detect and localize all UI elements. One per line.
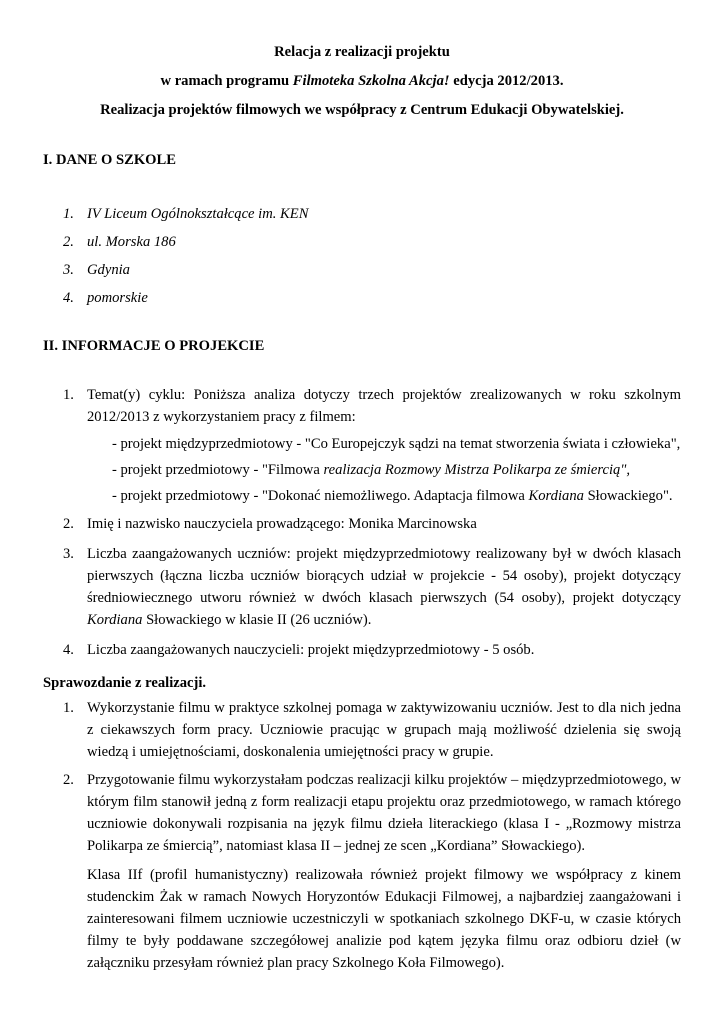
report-list	[63, 697, 681, 974]
document-header	[0, 38, 724, 125]
section-school-title: I. DANE O SZKOLE	[43, 152, 176, 168]
school-region: pomorskie	[87, 290, 148, 306]
header-program-line	[0, 67, 724, 96]
list-item: 1. IV Liceum Ogólnokształcące im. KEN	[63, 200, 308, 228]
section-project-title: II. INFORMACJE O PROJEKCIE	[43, 338, 265, 354]
report-title: Sprawozdanie z realizacji.	[43, 675, 207, 691]
list-item: 3. Gdynia	[63, 256, 308, 284]
header-title: Relacja z realizacji projektu	[274, 44, 450, 60]
list-item: 1. Temat(y) cyklu: Poniższa analiza dotyczy trzech projektów zrealizowanych w roku szkolnym 2012/2013 z wykorzystaniem pracy z filmem: - projekt międzyprzedmiotowy - "Co Europejczyk sądzi na temat stworzenia świata i człowieka", - projekt przedmiotowy - "Filmowa realizacja Rozmowy Mistrza Polikarpa ze śmiercią", - projekt przedmiotowy - "Dokonać niemożliwego. Adaptacja filmowa Kordiana Słowackiego".	[63, 384, 681, 507]
report-paragraph: Przygotowanie filmu wykorzystałam podczas realizacji kilku projektów – międzyprzedmiotowego, w którym film stanowił jedną z form realizacji etapu projektu oraz przedmiotowego, w ramach którego uczniowie dokonywali rozpisania na język filmu dzieła literackiego (klasa I - „Rozmowy mistrza Polikarpa ze śmiercią”, natomiast klasa II – jednej ze scen „Kordiana” Słowackiego).	[87, 772, 681, 854]
list-item: 2. Imię i nazwisko nauczyciela prowadzącego: Monika Marcinowska	[63, 513, 681, 535]
header-program-suffix: edycja 2012/2013.	[449, 73, 564, 89]
list-item: 4. Liczba zaangażowanych nauczycieli: projekt międzyprzedmiotowy - 5 osób.	[63, 639, 681, 661]
list-item: 1. Wykorzystanie filmu w praktyce szkolnej pomaga w zaktywizowaniu uczniów. Jest to dla nich jedna z ciekawszych form pracy. Uczniowie pracując w grupach mają możliwość dzielenia się swoją wiedzą i umiejętnościami, doskonalenia umiejętności pracy w grupie.	[63, 697, 681, 763]
project-info-list	[63, 384, 681, 661]
report-paragraph: Wykorzystanie filmu w praktyce szkolnej pomaga w zaktywizowaniu uczniów. Jest to dla nich jedna z ciekawszych form pracy. Uczniowie pracując w grupach mają możliwość dzielenia się swoją wiedzą i umiejętnościami, doskonalenia umiejętności pracy w grupie.	[87, 700, 681, 760]
list-item: 4. pomorskie	[63, 284, 308, 312]
project-subitem: - projekt przedmiotowy - "Filmowa realizacja Rozmowy Mistrza Polikarpa ze śmiercią",	[112, 462, 631, 478]
header-subtitle: Realizacja projektów filmowych we współpracy z Centrum Edukacji Obywatelskiej.	[100, 102, 624, 118]
project-subitem: - projekt przedmiotowy - "Dokonać niemożliwego. Adaptacja filmowa Kordiana Słowackiego".	[112, 488, 673, 504]
header-program-name: Filmoteka Szkolna Akcja!	[292, 73, 450, 89]
school-name: IV Liceum Ogólnokształcące im. KEN	[87, 206, 309, 222]
report-paragraph: Klasa IIf (profil humanistyczny) realizowała również projekt filmowy we współpracy z kinem studenckim Żak w ramach Nowych Horyzontów Edukacji Filmowej, a najbardziej zaangażowani i zainteresowani filmem uczniowie uczestniczyli w spotkaniach szkolnego DKF-u, w czasie których filmy te były poddawane szczegółowej analizie pod kątem języka filmu oraz odbioru dzieł (w załączniku przesyłam również plan pracy Szkolnego Koła Filmowego).	[87, 867, 681, 971]
teachers-count: Liczba zaangażowanych nauczycieli: projekt międzyprzedmiotowy - 5 osób.	[87, 642, 535, 658]
list-item: 2. Przygotowanie filmu wykorzystałam podczas realizacji kilku projektów – międzyprzedmiotowego, w którym film stanowił jedną z form realizacji etapu projektu oraz przedmiotowego, w ramach którego uczniowie dokonywali rozpisania na język filmu dzieła literackiego (klasa I - „Rozmowy mistrza Polikarpa ze śmiercią”, natomiast klasa II – jednej ze scen „Kordiana” Słowackiego). Klasa IIf (profil humanistyczny) realizowała również projekt filmowy we współpracy z kinem studenckim Żak w ramach Nowych Horyzontów Edukacji Filmowej, a najbardziej zaangażowani i zainteresowani filmem uczniowie uczestniczyli w spotkaniach szkolnego DKF-u, w czasie których filmy te były poddawane szczegółowej analizie pod kątem języka filmu oraz odbioru dzieł (w załączniku przesyłam również plan pracy Szkolnego Koła Filmowego).	[63, 769, 681, 974]
school-city: Gdynia	[87, 262, 130, 278]
header-program-prefix: w ramach programu	[160, 73, 293, 89]
project-topic: Temat(y) cyklu: Poniższa analiza dotyczy trzech projektów zrealizowanych w roku szkolnym 2012/2013 z wykorzystaniem pracy z filmem:	[87, 387, 681, 425]
list-item: 2. ul. Morska 186	[63, 228, 308, 256]
project-subitem: - projekt międzyprzedmiotowy - "Co Europejczyk sądzi na temat stworzenia świata i człowieka",	[112, 436, 681, 452]
school-address: ul. Morska 186	[87, 234, 176, 250]
teacher-name: Imię i nazwisko nauczyciela prowadzącego: Monika Marcinowska	[87, 516, 477, 532]
school-data-list	[63, 200, 308, 312]
students-count: Liczba zaangażowanych uczniów: projekt międzyprzedmiotowy realizowany był w dwóch klasach pierwszych (łączna liczba uczniów biorących udział w projekcie - 54 osoby), projekt dotyczący średniowiecznego utworu również w dwóch klasach pierwszych (54 osoby), projekt dotyczący Kordiana Słowackiego w klasie II (26 uczniów).	[87, 546, 681, 628]
list-item: 3. Liczba zaangażowanych uczniów: projekt międzyprzedmiotowy realizowany był w dwóch klasach pierwszych (łączna liczba uczniów biorących udział w projekcie - 54 osoby), projekt dotyczący średniowiecznego utworu również w dwóch klasach pierwszych (54 osoby), projekt dotyczący Kordiana Słowackiego w klasie II (26 uczniów).	[63, 543, 681, 631]
